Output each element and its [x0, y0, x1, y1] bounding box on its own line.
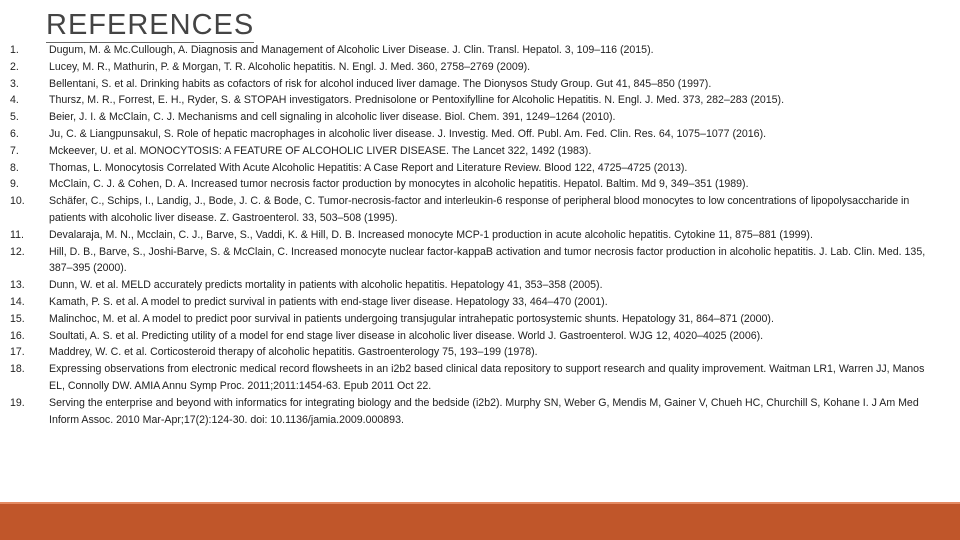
reference-text: McClain, C. J. & Cohen, D. A. Increased tumor necrosis factor production by monocytes in alcoholic hepatitis. Hepatol. Baltim. Md 9, 349–351 (1989).	[49, 178, 749, 191]
reference-item-18	[0, 361, 935, 395]
reference-item-14	[0, 294, 935, 311]
reference-item-11	[0, 227, 935, 244]
reference-number: 18.	[10, 363, 25, 376]
reference-item-16	[0, 328, 935, 345]
reference-text: Bellentani, S. et al. Drinking habits as cofactors of risk for alcohol induced liver damage. The Dionysos Study Group. Gut 41, 845–850 (1997).	[49, 77, 712, 90]
reference-number: 8.	[10, 161, 19, 174]
reference-number: 11.	[10, 228, 24, 241]
reference-number: 14.	[10, 295, 25, 308]
reference-text: Hill, D. B., Barve, S., Joshi-Barve, S. & McClain, C. Increased monocyte nuclear factor-kappaB activation and tumor necrosis factor production in alcoholic hepatitis. J. Lab. Clin. Med. 135, 387–395 (2000).	[49, 245, 926, 275]
reference-text: Dunn, W. et al. MELD accurately predicts mortality in patients with alcoholic hepatitis. Hepatology 41, 353–358 (2005).	[49, 279, 603, 292]
reference-item-19	[0, 395, 935, 429]
reference-number: 5.	[10, 111, 19, 124]
reference-number: 13.	[10, 279, 25, 292]
reference-number: 15.	[10, 312, 25, 325]
reference-text: Thomas, L. Monocytosis Correlated With Acute Alcoholic Hepatitis: A Case Report and Literature Review. Blood 122, 4725–4725 (2013).	[49, 161, 688, 174]
reference-text: Mckeever, U. et al. MONOCYTOSIS: A FEATURE OF ALCOHOLIC LIVER DISEASE. The Lancet 322, 1492 (1983).	[49, 144, 592, 157]
reference-text: Soultati, A. S. et al. Predicting utility of a model for end stage liver disease in alcoholic liver disease. World J. Gastroenterol. WJG 12, 4020–4025 (2006).	[49, 329, 764, 342]
reference-item-7	[0, 143, 935, 160]
reference-item-17	[0, 344, 935, 361]
footer-bar	[0, 504, 960, 540]
reference-text: Thursz, M. R., Forrest, E. H., Ryder, S. & STOPAH investigators. Prednisolone or Pentoxifylline for Alcoholic Hepatitis. N. Engl. J. Med. 373, 282–283 (2015).	[49, 94, 785, 107]
reference-number: 2.	[10, 60, 19, 73]
reference-item-4	[0, 92, 935, 109]
reference-text: Serving the enterprise and beyond with informatics for integrating biology and the bedside (i2b2). Murphy SN, Weber G, Mendis M, Gainer V, Chueh HC, Churchill S, Kohane I. J Am Med Inform Assoc. 2010 Mar-Apr;17(2):124-30. doi: 10.1136/jamia.2009.000893.	[49, 396, 919, 426]
reference-item-8	[0, 160, 935, 177]
reference-item-9	[0, 176, 935, 193]
reference-list	[0, 42, 935, 428]
reference-number: 12.	[10, 245, 25, 258]
reference-text: Kamath, P. S. et al. A model to predict survival in patients with end-stage liver disease. Hepatology 33, 464–470 (2001).	[49, 295, 608, 308]
reference-number: 7.	[10, 144, 19, 157]
reference-item-2	[0, 59, 935, 76]
reference-text: Expressing observations from electronic medical record flowsheets in an i2b2 based clinical data repository to support research and quality improvement. Waitman LR1, Warren JJ, Manos EL, Connolly DW. AMIA Annu Symp Proc. 2011;2011:1454-63. Epub 2011 Oct 22.	[49, 363, 925, 392]
reference-number: 17.	[10, 346, 25, 359]
reference-number: 4.	[10, 94, 19, 107]
reference-item-15	[0, 311, 935, 328]
slide-title: REFERENCES	[46, 9, 255, 41]
reference-item-5	[0, 109, 935, 126]
reference-number: 10.	[10, 195, 25, 208]
reference-number: 19.	[10, 396, 25, 409]
reference-text: Ju, C. & Liangpunsakul, S. Role of hepatic macrophages in alcoholic liver disease. J. Investig. Med. Off. Publ. Am. Fed. Clin. Res. 64, 1075–1077 (2016).	[49, 127, 767, 140]
reference-item-12	[0, 244, 935, 278]
reference-text: Lucey, M. R., Mathurin, P. & Morgan, T. R. Alcoholic hepatitis. N. Engl. J. Med. 360, 2758–2769 (2009).	[49, 60, 531, 73]
reference-text: Beier, J. I. & McClain, C. J. Mechanisms and cell signaling in alcoholic liver disease. Biol. Chem. 391, 1249–1264 (2010).	[49, 111, 616, 124]
reference-text: Devalaraja, M. N., Mcclain, C. J., Barve, S., Vaddi, K. & Hill, D. B. Increased monocyte MCP-1 production in acute alcoholic hepatitis. Cytokine 11, 875–881 (1999).	[49, 228, 813, 241]
reference-number: 16.	[10, 329, 25, 342]
reference-item-10	[0, 193, 935, 227]
reference-number: 3.	[10, 77, 19, 90]
reference-number: 9.	[10, 178, 19, 191]
reference-text: Dugum, M. & Mc.Cullough, A. Diagnosis and Management of Alcoholic Liver Disease. J. Clin. Transl. Hepatol. 3, 109–116 (2015).	[49, 44, 654, 56]
reference-number: 1.	[10, 44, 19, 56]
reference-item-3	[0, 76, 935, 93]
reference-text: Malinchoc, M. et al. A model to predict poor survival in patients undergoing transjugular intrahepatic portosystemic shunts. Hepatology 31, 864–871 (2000).	[49, 312, 774, 325]
reference-item-13	[0, 277, 935, 294]
reference-text: Maddrey, W. C. et al. Corticosteroid therapy of alcoholic hepatitis. Gastroenterology 75, 193–199 (1978).	[49, 346, 538, 359]
reference-number: 6.	[10, 127, 19, 140]
reference-item-6	[0, 126, 935, 143]
reference-text: Schäfer, C., Schips, I., Landig, J., Bode, J. C. & Bode, C. Tumor-necrosis-factor and interleukin-6 response of peripheral blood monocytes to low concentrations of lipopolysaccharide in patients with alcoholic liver disease. Z. Gastroenterol. 33, 503–508 (1995).	[49, 195, 910, 224]
reference-item-1	[0, 42, 935, 59]
